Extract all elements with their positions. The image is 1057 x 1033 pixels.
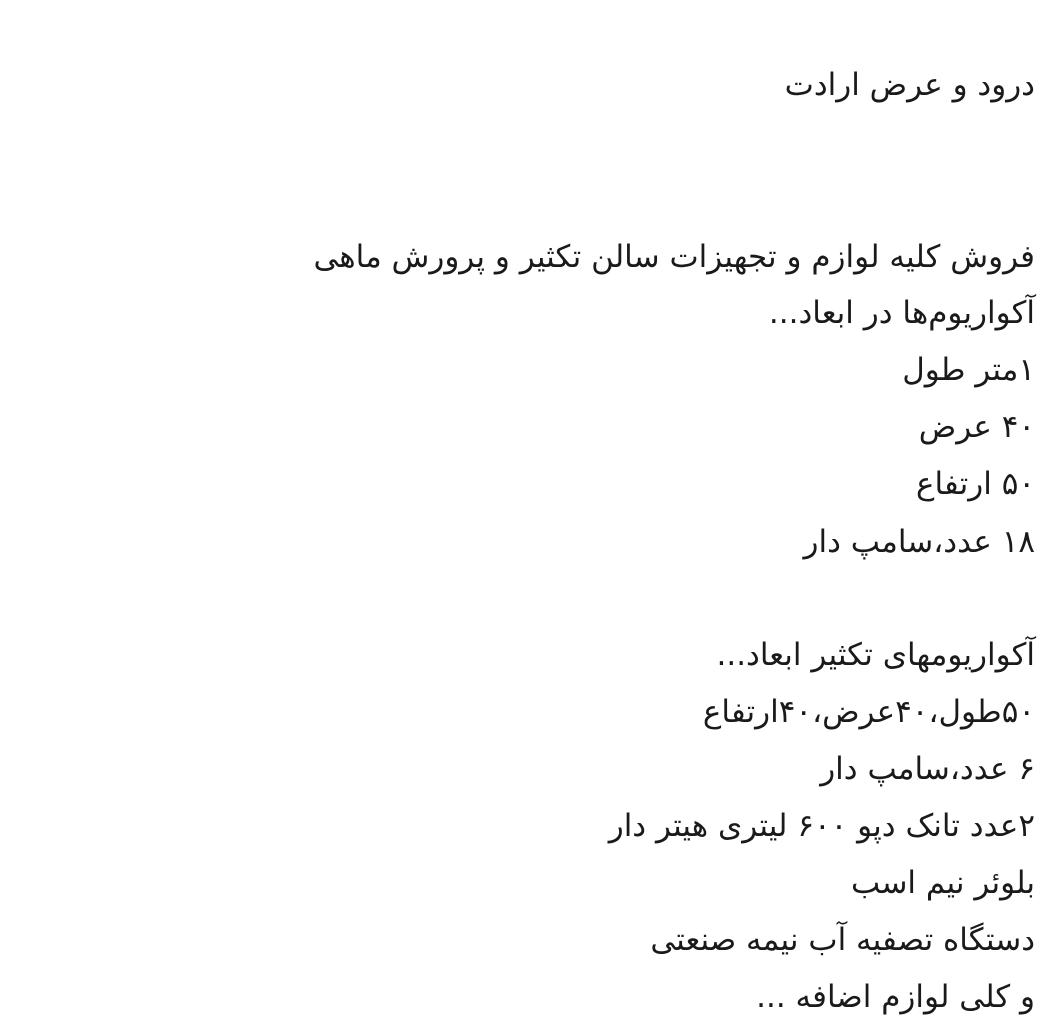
text-line: آکواریوم‌ها در ابعاد...	[768, 295, 1035, 331]
text-line: فروش کلیه لوازم و تجهیزات سالن تکثیر و پرورش ماهی	[313, 239, 1035, 275]
text-line: آکواریومهای تکثیر ابعاد...	[716, 637, 1035, 673]
greeting-line: درود و عرض ارادت	[784, 67, 1035, 103]
text-line: و کلی لوازم اضافه ...	[756, 979, 1035, 1015]
text-line: ۵۰ ارتفاع	[915, 466, 1035, 502]
text-line: ۵۰طول،۴۰عرض،۴۰ارتفاع	[702, 694, 1035, 730]
text-line: دستگاه تصفیه آب نیمه صنعتی	[650, 922, 1035, 958]
text-line: ۶ عدد،سامپ دار	[820, 751, 1035, 787]
text-line: ۱متر طول	[902, 352, 1035, 388]
text-line: بلوئر نیم اسب	[851, 865, 1035, 901]
text-line: ۲عدد تانک دپو ۶۰۰ لیتری هیتر دار	[608, 808, 1035, 844]
text-line: ۴۰ عرض	[918, 409, 1035, 445]
text-line: ۱۸ عدد،سامپ دار	[803, 524, 1035, 560]
